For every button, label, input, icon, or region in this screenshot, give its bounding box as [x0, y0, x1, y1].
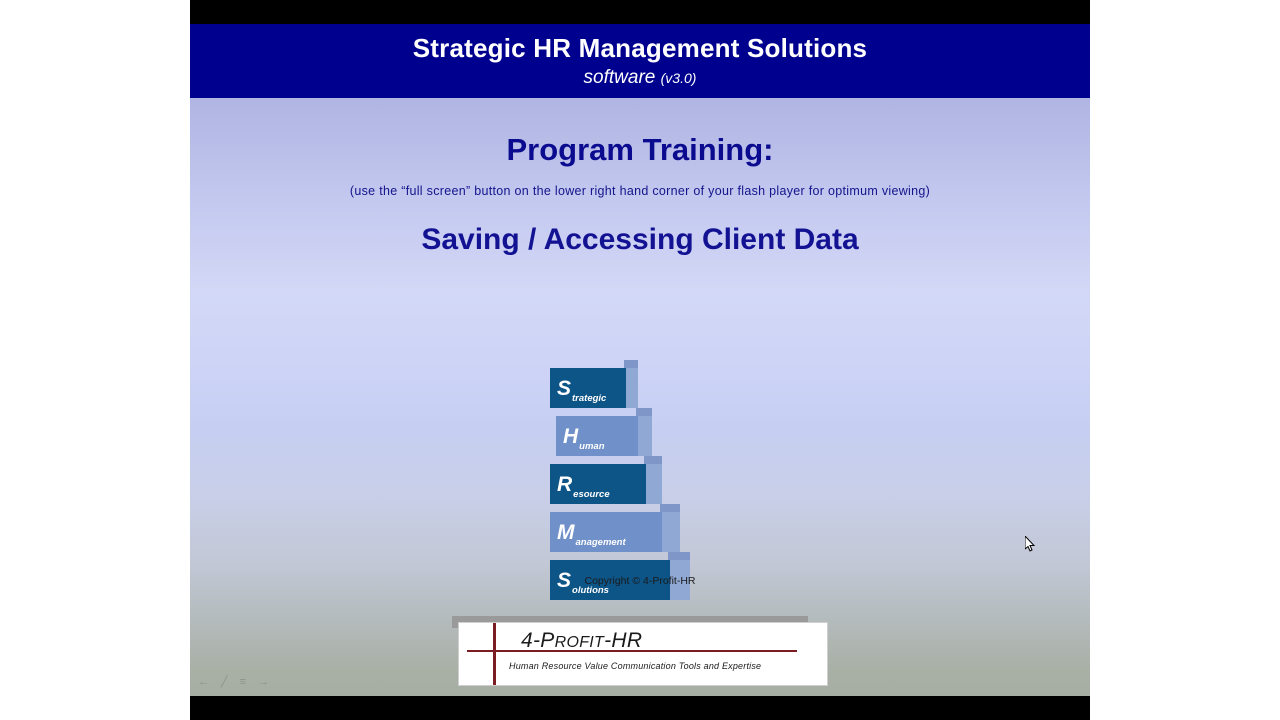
- logo-block-2-top: [636, 408, 652, 416]
- logo-block-1-rest: trategic: [572, 392, 607, 404]
- menu-icon[interactable]: ≡: [239, 675, 247, 688]
- logo-block-4-cap: M: [557, 520, 575, 544]
- previous-slide-icon[interactable]: ←: [198, 675, 209, 688]
- slide-title-bar: [190, 24, 1090, 98]
- slide-headline: Program Training:: [506, 132, 774, 167]
- logo-block-4-top: [660, 504, 680, 512]
- player-controls[interactable]: [198, 675, 269, 688]
- slide-topic: Saving / Accessing Client Data: [421, 223, 859, 256]
- mouse-cursor: [1025, 536, 1037, 554]
- company-name-rest: ROFIT: [554, 634, 605, 651]
- logo-block-5-cap: S: [557, 568, 572, 592]
- company-name-prefix: 4-P: [521, 629, 555, 652]
- logo-block-2: [556, 416, 638, 456]
- logo-block-2-side: [636, 416, 652, 456]
- company-logo-plate: [458, 622, 828, 686]
- plate-vertical-rule: [493, 623, 496, 685]
- app-subtitle-line: [190, 63, 1090, 90]
- company-tagline: Human Resource Value Communication Tools and Expertise: [509, 661, 762, 671]
- presentation-slide: [190, 24, 1090, 696]
- logo-block-4-rest: anagement: [575, 536, 626, 548]
- app-subtitle: software: [583, 67, 656, 88]
- logo-block-2-cap: H: [563, 424, 579, 448]
- logo-block-3-cap: R: [557, 472, 573, 496]
- app-version: (v3.0): [660, 70, 697, 86]
- company-name-mid: -HR: [604, 629, 643, 652]
- logo-block-3-side: [644, 464, 662, 504]
- logo-block-1-cap: S: [557, 376, 572, 400]
- logo-block-1-side: [624, 368, 638, 408]
- logo-block-3: [550, 464, 646, 504]
- logo-block-5-top: [668, 552, 690, 560]
- next-slide-icon[interactable]: →: [258, 675, 270, 688]
- logo-block-1: [550, 368, 626, 408]
- pen-icon[interactable]: ╱: [221, 676, 228, 688]
- logo-block-1-top: [624, 360, 638, 368]
- app-title: Strategic HR Management Solutions: [412, 33, 868, 63]
- logo-block-4-side: [660, 512, 680, 552]
- logo-block-5-rest: olutions: [572, 584, 609, 596]
- slide-note: (use the “full screen” button on the lower right hand corner of your flash player for optimum viewing): [349, 184, 931, 198]
- company-name: [521, 629, 642, 653]
- logo-block-3-rest: esource: [573, 488, 610, 500]
- logo-block-3-top: [644, 456, 662, 464]
- logo-block-4: [550, 512, 662, 552]
- logo-block-2-rest: uman: [579, 440, 605, 452]
- copyright-text: Copyright © 4-Profit-HR: [584, 575, 696, 587]
